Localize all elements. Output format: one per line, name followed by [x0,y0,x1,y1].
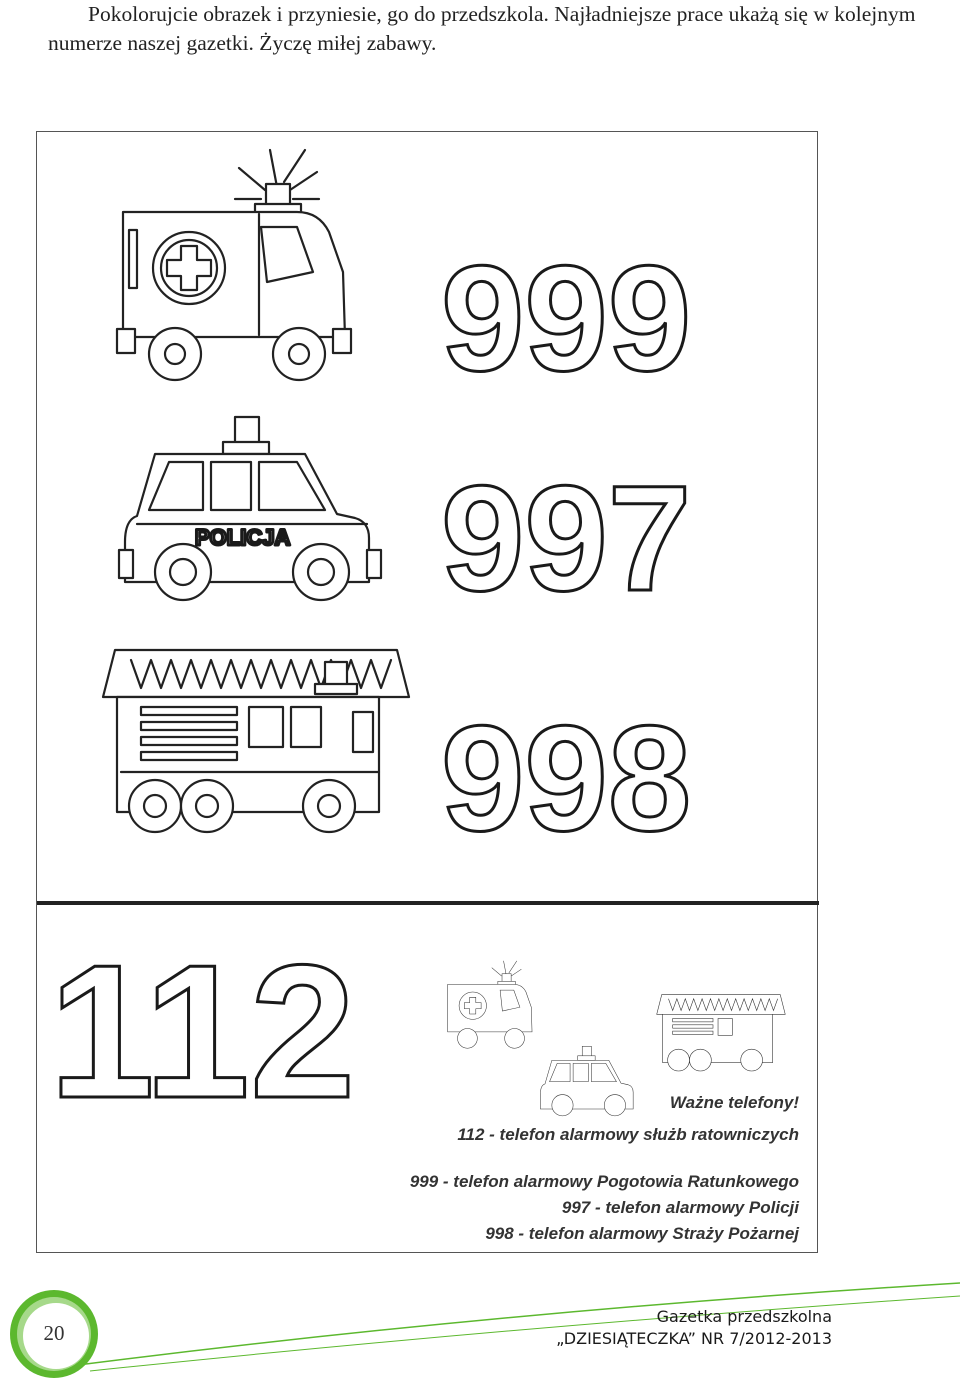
page-number: 20 [43,1321,65,1345]
small-police-car [540,1046,633,1116]
info-line-997: 997 - telefon alarmowy Policji [561,1198,799,1217]
number-999: 999 [441,234,692,402]
intro-text: Pokolorujcie obrazek i przyniesie, go do przedszkola. Najładniejsze prace ukażą się w kolejnym numerze naszej gazetki. Życzę miłej zabawy. [48,2,916,55]
number-997: 997 [441,454,692,622]
footer-publication-info [556,1306,832,1350]
info-title: Ważne telefony! [669,1093,799,1112]
issue-number: „DZIESIĄTECZKA” NR 7/2012-2013 [556,1329,832,1348]
info-line-998: 998 - telefon alarmowy Straży Pożarnej [485,1224,799,1243]
ambulance-drawing [117,150,351,380]
police-car-drawing [119,417,381,600]
number-112: 112 [49,926,356,1138]
number-998: 998 [441,694,692,862]
small-ambulance [448,961,532,1048]
police-label: POLICJA [195,525,291,550]
info-line-112: 112 - telefon alarmowy służb ratowniczych [457,1125,799,1144]
fire-truck-drawing [103,650,409,832]
intro-paragraph [48,0,928,58]
info-line-999: 999 - telefon alarmowy Pogotowia Ratunkowego [409,1172,799,1191]
coloring-sheet [36,131,818,1253]
small-fire-truck [657,995,786,1071]
page-number-badge [8,1288,100,1380]
publication-name: Gazetka przedszkolna [656,1307,832,1326]
coloring-illustration [37,132,819,1254]
